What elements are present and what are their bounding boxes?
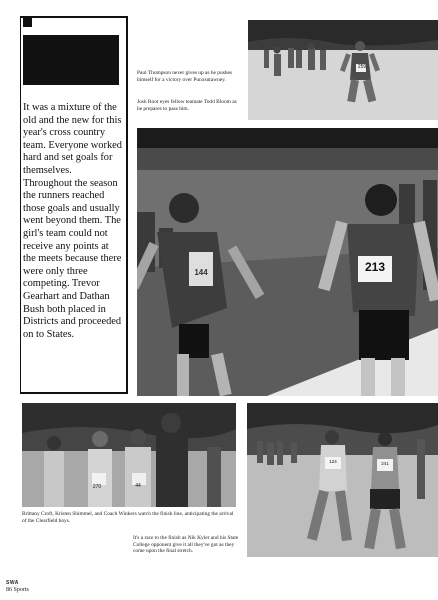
caption-paul-thompson: Paul Thompson never gives up as he pushes himself for a victory over Punxsutawney.: [137, 70, 232, 83]
caption-nik-kyler: It's a race to the finish as Nik Kyler and his State College opponent give it all they've got as they come upon the final stretch.: [133, 535, 239, 555]
page-number: 86: [6, 587, 12, 593]
folio-mark: SWA: [6, 580, 19, 586]
bib-nik-runner: 124: [329, 459, 337, 464]
caption-brittany-kristen-coach: Brittany Croft, Kristen Shimmel, and Coach Winkers watch the finish line, anticipating the arrival of the Clearfield boys.: [22, 511, 234, 524]
photo-josh-root: [137, 128, 438, 396]
photo-brittany-kristen-coach: [22, 403, 236, 507]
page-folio: [6, 580, 29, 594]
caption-josh-root: Josh Root eyes fellow teamate Todd Bloom as he prepares to pass him.: [137, 99, 237, 112]
section-name: Sports: [13, 587, 29, 593]
bib-girl-right: 44: [135, 483, 141, 489]
bib-josh-runner: 213: [364, 260, 386, 274]
bib-girl-left: 270: [92, 484, 102, 490]
photo-paul-thompson: [248, 20, 438, 120]
photo-nik-kyler: [247, 403, 438, 557]
story-text: It was a mixture of the old and the new for this year's cross country team. Everyone worked hard and set goals for themselves. Throughout the season the runners reached those goals and usually went beyond them. The girl's team could not receive any points at the meets because there were only three competing. Trevor Gearhart and Dathan Bush both placed in Districts and proceeded on to States.: [23, 102, 122, 340]
corner-square: [23, 18, 32, 27]
bib-nik-opponent: 241: [381, 461, 389, 466]
bib-paul-runner: 259: [357, 64, 367, 70]
title-block: [23, 35, 119, 85]
bib-josh-left-runner: 144: [194, 268, 208, 277]
